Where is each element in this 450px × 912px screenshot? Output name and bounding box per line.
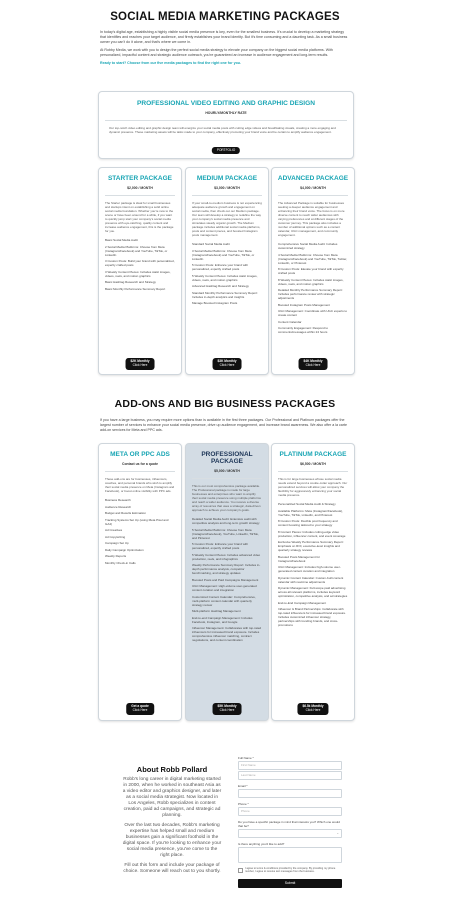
package-select[interactable] xyxy=(238,829,342,838)
package-title: PLATINUM PACKAGE xyxy=(279,451,347,458)
feature-item: Basic Monthly Performance Summary Report xyxy=(105,286,166,291)
feature-item: Standard Social Media Audit xyxy=(192,242,230,246)
feature-item: End-to-end Campaign Management: Includes Facebook, Instagram, and Google xyxy=(192,615,253,624)
feature-item: 8 Content Pieces: Includes cutting-edge video production, influencer content, and event coverage xyxy=(278,529,346,538)
cta-price-label: Get a quote xyxy=(131,704,149,708)
feature-item: 5 Custom Posts: Enhance your brand with personalized, expertly crafted posts xyxy=(192,263,249,271)
package-card xyxy=(98,167,182,375)
feature-item: 5 Weekly Content Pieces: Includes static images, videos, reels, and motion graphics xyxy=(192,273,258,282)
other-label: Is there anything you'd like to add? xyxy=(238,842,285,846)
feature-item: Boosted Posts and Paid Campaigns Management xyxy=(192,577,259,582)
divider xyxy=(192,195,262,196)
message-textarea[interactable] xyxy=(238,847,342,863)
feature-item: Ad Creatives xyxy=(105,528,123,532)
package-features xyxy=(186,517,268,642)
cta-price-label: $6.5k Monthly xyxy=(302,704,324,708)
name-label: Full Name * xyxy=(238,756,254,760)
chevron-down-icon: ⌄ xyxy=(336,831,339,835)
package-features xyxy=(99,498,181,565)
addons-intro: If you have a large business, you may require more options than is available in the first three packages. Our Professional and Platinum packages offer the largest number of services to enhance your social media presence, drive up audience engagement, and increase brand awareness. We also offer a la carte add-on services for Meta and PPC ads. xyxy=(100,418,347,432)
intro-paragraph: In today's digital age, establishing a highly visible social media presence is key, even for the smallest business. It's crucial to develop a marketing strategy that identifies and reaches your target audience, and firmly establishes your brand identity. But it's time consuming and a daunting task. As a small business owner you can't do it alone, and that's where we come in. xyxy=(100,30,348,44)
feature-item: Weekly Performance Summary Report: Includes in-depth performance analysis, competitor benchmarking, and strategy updates xyxy=(192,563,261,575)
feature-item: 8 Custom Posts: Flexible post frequency and content boosting tailored to your strategy xyxy=(278,519,338,527)
feature-item: UGC Management: Coordinate with UGC experts to create content xyxy=(278,309,348,317)
cta-click-label: Click Here xyxy=(132,362,148,367)
feature-item: Business Research xyxy=(105,498,131,502)
package-price: $5,000 / MONTH xyxy=(214,469,240,473)
feature-item: Monthly Check-in Calls xyxy=(105,560,136,565)
video-card-title: PROFESSIONAL VIDEO EDITING AND GRAPHIC DESIGN xyxy=(136,100,316,107)
cta-click-label: Click Here xyxy=(305,707,321,712)
video-editing-card xyxy=(98,91,354,159)
feature-item: Exclusive Weekly Performance Summary Report: Emphasis on ROI, executive-level insights and quarterly strategy reviews xyxy=(278,540,344,552)
feature-item: Advanced Hashtag Research and Strategy xyxy=(192,284,249,288)
feature-item: Boosted Instagram Posts Management xyxy=(278,302,330,307)
cta-price-label: $4K Monthly xyxy=(303,359,323,363)
feature-item: 3 Weekly Content Pieces: Includes static images, videos, reels, and motion graphics xyxy=(105,269,171,278)
package-price: $2,000 / MONTH xyxy=(127,186,153,190)
divider xyxy=(278,195,348,196)
feature-item: Ad Copywriting xyxy=(105,534,126,539)
package-cta-button[interactable] xyxy=(297,703,328,715)
package-cta-button[interactable] xyxy=(213,358,242,370)
feature-item: 5 Custom Posts: Enhance your brand with personalized, expertly crafted posts xyxy=(192,542,249,550)
package-title: META OR PPC ADS xyxy=(110,451,170,458)
feature-item: Standard Monthly Performance Summary Report: Includes in-depth analytics and insights xyxy=(192,290,258,299)
contact-form xyxy=(238,752,342,888)
divider xyxy=(105,471,175,472)
feature-item: Dynamic Management: Full-scope paid advertising across all relevant platforms, includes keyword optimization, competitive analysis, and ad strategies xyxy=(278,586,348,598)
feature-item: Available Platforms: Meta (Instagram/Facebook), YouTube, TikTok, LinkedIn, and Pinterest xyxy=(278,508,343,517)
package-price: Contact us for a quote xyxy=(122,462,158,466)
feature-item: Detailed Monthly Performance Summary Report: Includes performance review with strategic adjustments xyxy=(278,288,343,300)
cta-click-label: Click Here xyxy=(305,362,321,367)
divider xyxy=(105,195,175,196)
intro-paragraph: At Robby Media, we work with you to design the perfect social media strategy to elevate your company on the biggest social media platforms. With personalized, impactful content and strategic audience outreach, you're guaranteed an increase in audience engagement and long-term results. xyxy=(100,48,333,57)
package-features xyxy=(272,502,354,627)
feature-item: Audience Research xyxy=(105,504,132,509)
feature-item: Basic Hashtag Research and Strategy xyxy=(105,280,156,284)
package-description: The Advanced Package is suitable for businesses seeking a deeper audience engagement and enhancing their brand voice. The focus is on more diverse content to reach wider audiences with varying preferences and at different stages of the customer journey. This package also includes a number of additional options such as a content calendar, UGC management, and community engagement. xyxy=(278,201,345,237)
feature-item: Influencer & Brand Partnerships: Collaborate with top-rated influencers for increased brand exposure. Includes customized influencer strategy, partnerships with trending brands, and cross-promotions xyxy=(278,607,347,627)
intro-text xyxy=(100,30,350,69)
phone-label: Phone * xyxy=(238,802,249,806)
package-title: STARTER PACKAGE xyxy=(107,175,173,182)
feature-item: Weekly Reports xyxy=(105,554,127,558)
intro-cta: Ready to start? Choose from our five media packages to find the right one for you. xyxy=(100,61,241,65)
package-card xyxy=(98,443,182,721)
feature-item: Comprehensive Social Media Audit: Includes customized strategy xyxy=(278,242,338,250)
divider xyxy=(278,471,348,472)
package-card xyxy=(271,167,355,375)
package-price: $6,500 / MONTH xyxy=(300,462,326,466)
feature-item: Influencer Management: Collaborates with top-rated influencers for increased brand exposure. Includes comprehensive influencer matching, contract negotiations, and content coordination xyxy=(192,626,262,642)
page-title: SOCIAL MEDIA MARKETING PACKAGES xyxy=(110,11,340,23)
cta-price-label: $2K Monthly xyxy=(130,359,150,363)
submit-button[interactable]: Submit xyxy=(238,879,342,888)
about-section xyxy=(122,765,222,875)
cta-click-label: Click Here xyxy=(219,362,235,367)
package-cta-button[interactable] xyxy=(299,358,328,370)
feature-item: Campaign Set Up xyxy=(105,541,129,545)
feature-item: Daily Campaign Optimization xyxy=(105,547,144,552)
consent-text: I agree to terms & conditions provided by the company. By providing my phone number, I agree to receive text messages from the business. xyxy=(245,867,336,874)
feature-item: Multi-platform Hashtag Management xyxy=(192,609,241,613)
feature-item: End-to-End Campaign Management xyxy=(278,600,327,605)
feature-item: Content Calendar xyxy=(278,319,302,324)
feature-item: Manage Boosted Instagram Posts xyxy=(192,301,238,305)
divider xyxy=(105,120,347,121)
package-features xyxy=(272,242,354,334)
package-description: This is our most comprehensive package available. The Professional package is made for large businesses and enterprises who want to amplify their social media presence using multiple platforms and reach a wider audience. You receive a diverse array of resources that uses a strategic, data-driven approach to achieve your company's goals. xyxy=(192,484,261,512)
package-card xyxy=(185,443,269,721)
feature-item: 4 Social Media Platforms: Choose from Meta (Instagram/Facebook) and YouTube, TikTok, Twitter, LinkedIn, or Pinterest xyxy=(278,252,348,265)
consent-checkbox[interactable] xyxy=(238,868,243,873)
package-description: These add-ons are for businesses, influencers, coaches, and personal brands who wish to amplify their social media presence on Meta (Instagram and Facebook), or boost online visibility with PPC ads. xyxy=(105,477,175,493)
feature-item: 8 Weekly Content Pieces: Includes static images, videos, reels, and motion graphics xyxy=(278,277,344,286)
feature-item: Tracking Systems Set Up (using Meta Pixel and GA4) xyxy=(105,517,169,526)
portfolio-button[interactable]: PORTFOLIO xyxy=(212,147,240,154)
email-field[interactable] xyxy=(238,789,342,798)
package-cta-button[interactable] xyxy=(126,703,154,715)
phone-field[interactable]: Phone xyxy=(238,807,342,816)
feature-item: Dynamic Content Calendar: Custom-built content calendar with real-time adjustments xyxy=(278,575,344,584)
email-label: Email * xyxy=(238,784,248,788)
about-paragraph: Over the last two decades, Robb's marketing expertise has helped small and medium businesses gain a significant foothold in the digital space. If you're looking to enhance your social media presence, you've come to the right place. xyxy=(122,823,222,858)
feature-item: UGC Management: Includes high-volume user-generated content curation and integration xyxy=(278,565,341,573)
package-description: If your small-to-medium business is not experiencing adequate audience growth and engagement on social media, then check out our Medium package. Our team will develop a strategy to redefine the way your company's social media presence and stimulates steady organic growth. The Medium package includes additional social media platforms, posts and content pieces, and boosted Instagram posts management. xyxy=(192,201,262,237)
feature-item: Detailed Social Media Audit: Extensive audit with competitive analysis and long-term growth strategy xyxy=(192,517,260,525)
cta-click-label: Click Here xyxy=(132,707,148,712)
package-card xyxy=(185,167,269,375)
feature-item: 5 Weekly Content Pieces: Includes advanced video production, reels, and infographics xyxy=(192,552,261,561)
package-price: $3,000 / MONTH xyxy=(214,186,240,190)
cta-click-label: Click Here xyxy=(219,707,235,712)
package-price: $4,000 / MONTH xyxy=(300,186,326,190)
feature-item: 2 Social Media Platforms: Choose from Meta (Instagram/Facebook) and YouTube, TikTok, or LinkedIn xyxy=(105,244,168,257)
package-title: MEDIUM PACKAGE xyxy=(196,175,258,182)
first-name-field[interactable]: First Name xyxy=(238,761,342,770)
video-card-description: Our top-notch video editing and graphic design team will energize your social media posts with cutting edge videos and breathtaking visuals, creating a more engaging and dynamic presence. These marketing assets will be tailor-made to your company, effectively promoting your brand voice and be certain to amplify audience engagement. xyxy=(109,126,336,134)
last-name-field[interactable]: Last Name xyxy=(238,771,342,780)
feature-item: Basic Social Media Audit xyxy=(105,238,138,242)
package-features xyxy=(186,242,268,305)
feature-item: Customized Content Calendar: Comprehensive, multi-platform content calendar with quarterly strategy review xyxy=(192,594,256,607)
feature-item: Community Engagement: Respond to comments/messages within 24 hours xyxy=(278,326,329,334)
about-title: About Robb Pollard xyxy=(136,765,208,774)
feature-item: 3 Custom Posts: Build your brand with personalized, expertly crafted posts xyxy=(105,259,175,267)
package-features xyxy=(99,238,181,291)
video-card-rate: HOURLY/MONTHLY RATE xyxy=(205,111,247,115)
package-description: The Starter package is ideal for small businesses and startups intent on establishing a solid online social media foundation. Whether you're new to the scene or have been around for a while, if you want to quickly jump start your company's social media presence with eye-catching, quality content and increase audience engagement, this is the package for you. xyxy=(105,201,174,233)
addons-title: ADD-ONS AND BIG BUSINESS PACKAGES xyxy=(114,398,336,410)
package-label: Do you have a specific package in mind that interests you? Which one would that be? xyxy=(238,820,340,828)
feature-item: UGC Management: High-volume user-generated content curation and integration xyxy=(192,584,257,592)
feature-item: Budget and Results Estimation xyxy=(105,511,147,515)
package-title: PROFESSIONAL PACKAGE xyxy=(201,451,253,465)
cta-price-label: $5K Monthly xyxy=(217,704,237,708)
package-card xyxy=(271,443,355,721)
package-cta-button[interactable] xyxy=(126,358,155,370)
divider xyxy=(192,478,262,479)
cta-price-label: $3K Monthly xyxy=(217,359,237,363)
package-cta-button[interactable] xyxy=(213,703,242,715)
package-description: This is for large businesses whose social media needs extend beyond a cookie-cutter approach. Our personalized services will allow your company the flexibility for aggressively enhancing your social media presence. xyxy=(278,477,348,497)
feature-item: 5 Social Media Platforms: Choose from Meta (Instagram/Facebook), YouTube, LinkedIn, TikTok, and Pinterest xyxy=(192,527,259,540)
feature-item: Personalized Social Media Audit & Strategy xyxy=(278,502,336,506)
feature-item: 3 Social Media Platforms: Choose from Meta (Instagram/Facebook) and YouTube, TikTok, or LinkedIn xyxy=(192,248,255,261)
feature-item: Boosted Posts Management for Instagram/Facebook xyxy=(278,554,321,563)
about-paragraph: Robb's long career in digital marketing started in 2000, when he worked in southeast Asia as a video editor and graphics designer, and later as a social media strategist. Now located in Los Angeles, Robb specializes in content creation, paid ad campaigns, and strategic ad planning. xyxy=(122,777,222,818)
package-title: ADVANCED PACKAGE xyxy=(277,175,349,182)
feature-item: 8 Custom Posts: Elevate your brand with expertly crafted posts xyxy=(278,267,344,275)
about-paragraph: Fill out this form and include your package of choice. Someone will reach out to you shortly. xyxy=(123,863,221,874)
